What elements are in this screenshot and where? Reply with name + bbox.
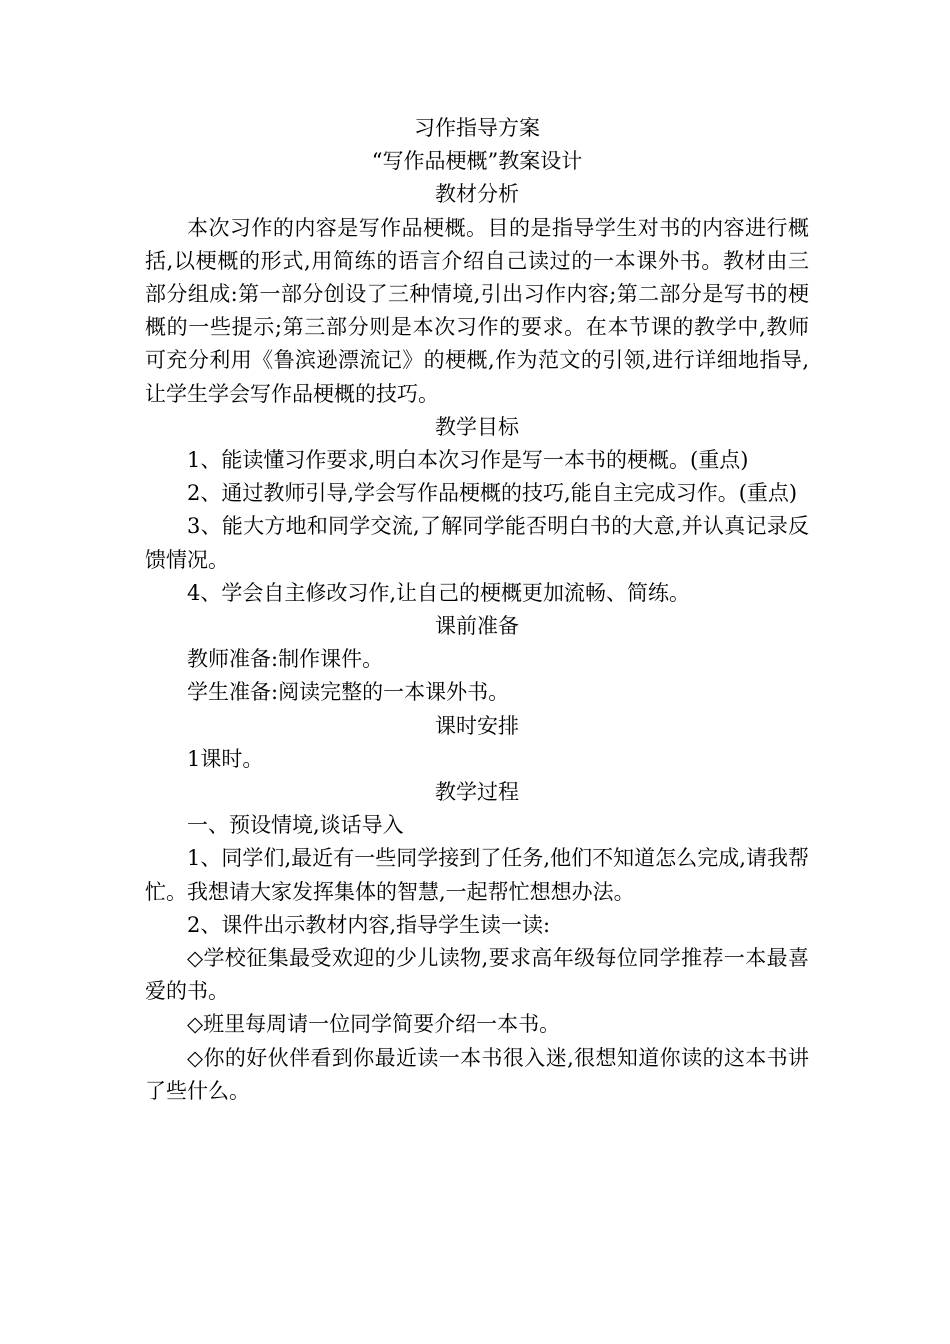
paragraph: 4、学会自主修改习作,让自己的梗概更加流畅、简练。 <box>187 580 691 605</box>
paragraph: 一、预设情境,谈话导入 <box>187 813 404 838</box>
section-heading: 教学目标 <box>435 414 519 439</box>
section-heading: 课前准备 <box>435 614 519 639</box>
paragraph: ◇学校征集最受欢迎的少儿读物,要求高年级每位同学推荐一本最喜爱的书。 <box>145 946 809 1004</box>
paragraph: 2、课件出示教材内容,指导学生读一读: <box>187 912 551 937</box>
paragraph: 本次习作的内容是写作品梗概。目的是指导学生对书的内容进行概括,以梗概的形式,用简练的语言介绍自己读过的一本课外书。教材由三部分组成:第一部分创设了三种情境,引出习作内容;第二部分是写书的梗概的一些提示;第三部分则是本次习作的要求。在本节课的教学中,教师可充分利用《鲁滨逊漂流记》的梗概,作为范文的引领,进行详细地指导,让学生学会写作品梗概的技巧。 <box>145 215 809 406</box>
document-page <box>145 112 809 1108</box>
paragraph: 学生准备:阅读完整的一本课外书。 <box>187 680 510 705</box>
document-title: 习作指导方案 <box>414 116 540 140</box>
paragraph: ◇你的好伙伴看到你最近读一本书很入迷,很想知道你读的这本书讲了些什么。 <box>145 1045 809 1103</box>
document-subtitle: “写作品梗概”教案设计 <box>371 149 583 174</box>
paragraph: 1、能读懂习作要求,明白本次习作是写一本书的梗概。(重点) <box>187 448 749 473</box>
section-heading: 课时安排 <box>435 713 519 738</box>
paragraph: 1课时。 <box>187 746 264 771</box>
paragraph: 教师准备:制作课件。 <box>187 647 384 672</box>
paragraph: 2、通过教师引导,学会写作品梗概的技巧,能自主完成习作。(重点) <box>187 481 798 506</box>
section-heading: 教学过程 <box>435 780 519 805</box>
section-heading: 教材分析 <box>435 182 519 207</box>
paragraph: 1、同学们,最近有一些同学接到了任务,他们不知道怎么完成,请我帮忙。我想请大家发挥集体的智慧,一起帮忙想想办法。 <box>145 846 809 904</box>
paragraph: 3、能大方地和同学交流,了解同学能否明白书的大意,并认真记录反馈情况。 <box>145 514 809 572</box>
paragraph: ◇班里每周请一位同学简要介绍一本书。 <box>187 1012 561 1037</box>
